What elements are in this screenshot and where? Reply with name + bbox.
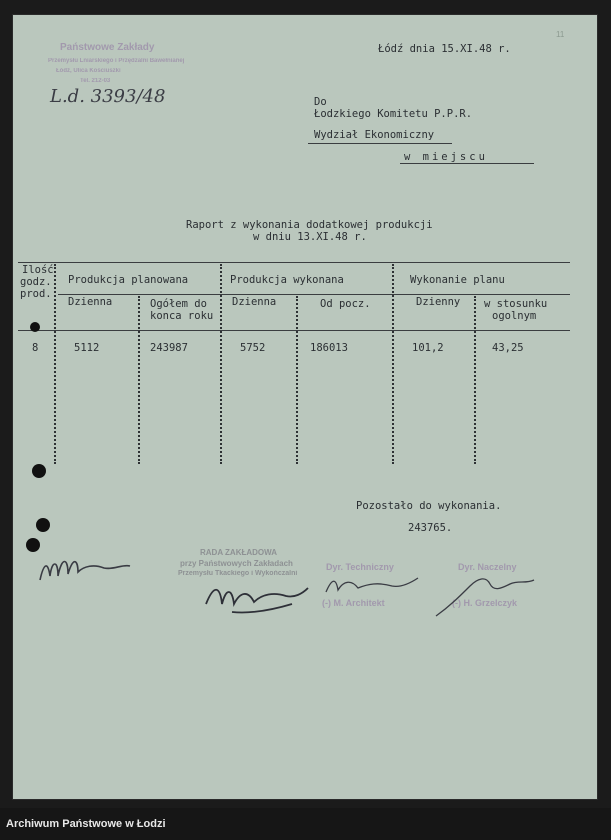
binder-hole-1 — [32, 464, 46, 478]
binder-hole-3 — [26, 538, 40, 552]
report-title-line-1: Raport z wykonania dodatkowej produkcji — [186, 219, 433, 231]
reference-number: L.d. 3393/48 — [50, 86, 166, 107]
sub-done-daily: Dzienna — [232, 296, 277, 308]
dyr-comm-name: (-) H. Grzelczyk — [452, 598, 518, 608]
table-separator-4 — [296, 296, 298, 464]
sub-plan-ratio-2: ogolnym — [492, 310, 537, 322]
council-signature — [202, 574, 312, 624]
remaining-value: 243765. — [408, 522, 453, 534]
dyr-tech-title: Dyr. Techniczny — [326, 562, 394, 572]
remaining-label: Pozostało do wykonania. — [356, 500, 502, 512]
cell-done-daily: 5752 — [240, 342, 266, 354]
cell-planned-total: 243987 — [150, 342, 188, 354]
group-plan-header: Wykonanie planu — [410, 274, 505, 286]
archive-footer-text: Archiwum Państwowe w Łodzi — [6, 818, 166, 830]
document-page — [12, 14, 598, 800]
archive-footer — [0, 808, 611, 840]
company-stamp-line-4: Tel. 212-03 — [80, 78, 111, 84]
dyr-tech-name: (-) M. Architekt — [322, 598, 385, 608]
table-separator-5 — [392, 264, 394, 464]
col-hours-line-1: Ilość — [22, 264, 54, 276]
page-mark: 11 — [556, 30, 565, 39]
table-separator-3 — [220, 264, 222, 464]
group-planned-header: Produkcja planowana — [68, 274, 189, 286]
sub-plan-ratio-1: w stosunku — [484, 298, 548, 310]
dyr-comm-title: Dyr. Naczelny — [458, 562, 517, 572]
table-top-rule — [18, 262, 570, 263]
council-stamp-line-3: Przemysłu Tkackiego i Wykończalni — [178, 570, 298, 577]
table-separator-1 — [54, 264, 56, 464]
table-separator-6 — [474, 296, 476, 464]
report-title-line-2: w dniu 13.XI.48 r. — [253, 231, 367, 243]
table-separator-2 — [138, 296, 140, 464]
col-hours-line-2: godz. — [20, 276, 52, 288]
table-mid-rule — [58, 294, 570, 295]
company-stamp-line-3: Łódź, Ulica Kościuszki — [56, 68, 121, 74]
addressee-line-4: w miejscu — [404, 151, 488, 163]
dyr-comm-signature — [430, 566, 540, 622]
council-stamp-line-2: przy Państwowych Zakładach — [180, 559, 293, 568]
col-hours-line-3: prod. — [20, 288, 52, 300]
cell-plan-daily: 101,2 — [412, 342, 444, 354]
addressee-line-2: Łodzkiego Komitetu P.P.R. — [314, 108, 473, 120]
company-stamp-line-2: Przemysłu Lniarskiego i Przędzalni Bawełnianej — [48, 58, 185, 64]
sub-plan-daily: Dzienny — [416, 296, 461, 308]
sub-planned-total-2: konca roku — [150, 310, 214, 322]
addressee-line-3: Wydział Ekonomiczny — [314, 129, 435, 141]
company-stamp-line-1: Państwowe Zakłady — [60, 42, 155, 53]
cell-hours: 8 — [32, 342, 39, 354]
table-header-bottom-rule — [18, 330, 570, 331]
council-stamp-line-1: RADA ZAKŁADOWA — [200, 548, 278, 557]
group-done-header: Produkcja wykonana — [230, 274, 344, 286]
addressee-underline-1 — [308, 143, 452, 144]
cell-planned-daily: 5112 — [74, 342, 100, 354]
addressee-line-1: Do — [314, 96, 327, 108]
cell-done-total: 186013 — [310, 342, 348, 354]
sub-planned-daily: Dzienna — [68, 296, 113, 308]
binder-hole-2 — [36, 518, 50, 532]
sub-done-total: Od pocz. — [320, 298, 371, 310]
addressee-underline-2 — [400, 163, 534, 164]
dyr-tech-signature — [322, 570, 422, 600]
cell-plan-ratio: 43,25 — [492, 342, 524, 354]
document-date: Łódź dnia 15.XI.48 r. — [378, 43, 511, 55]
sub-planned-total-1: Ogółem do — [150, 298, 207, 310]
binder-hole-4 — [30, 322, 40, 332]
left-signature — [34, 542, 134, 592]
